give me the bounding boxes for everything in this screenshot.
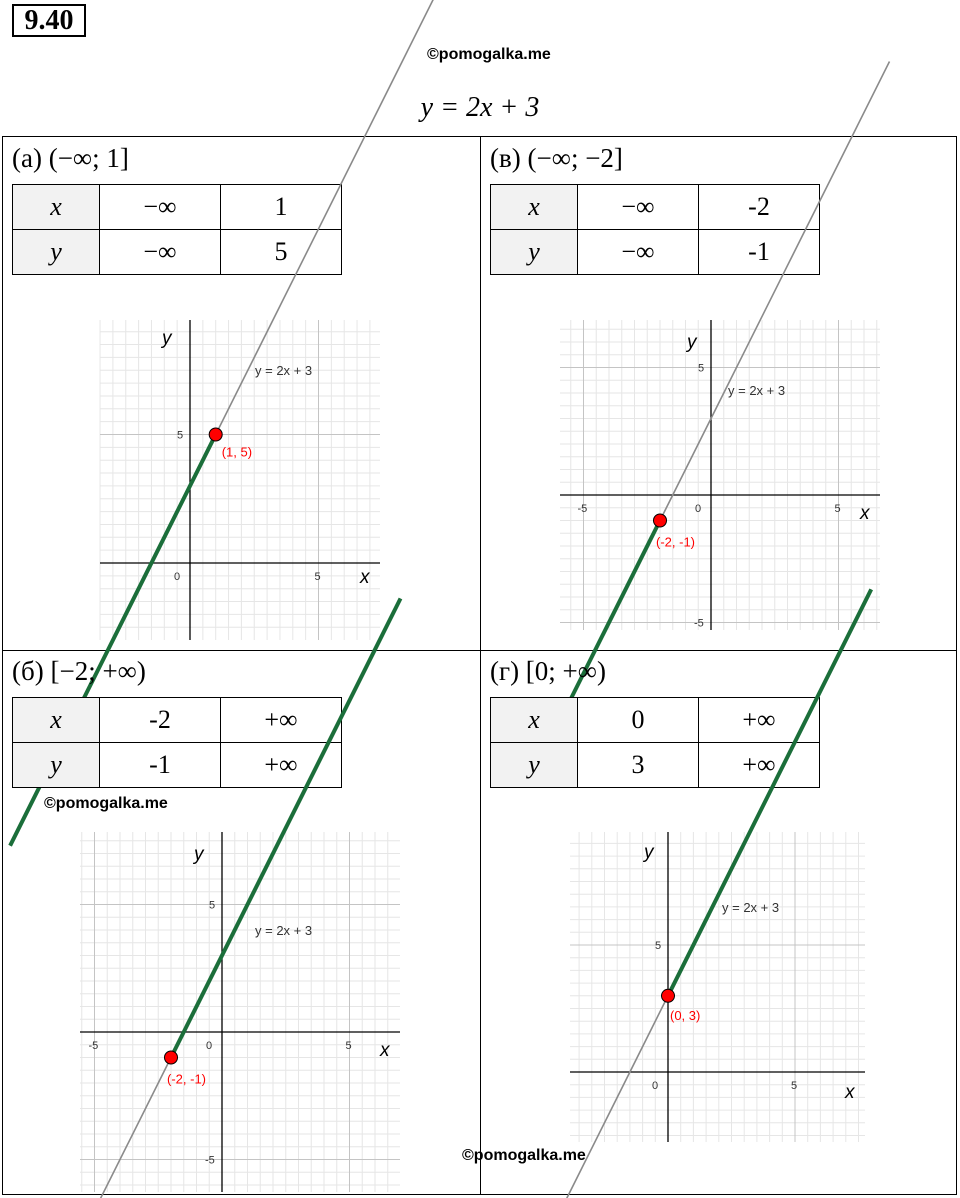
y-axis-label: y — [687, 332, 697, 353]
table-cell: −∞ — [578, 230, 699, 275]
table-cell: -2 — [100, 698, 221, 743]
x-axis-label: x — [380, 1040, 390, 1061]
table-cell: −∞ — [578, 185, 699, 230]
tick-label-y-5: 5 — [209, 899, 216, 912]
table-x-label: x — [491, 698, 578, 743]
watermark-middle: ©pomogalka.me — [44, 795, 168, 812]
panel-b-title: (б) [−2; +∞) — [12, 656, 146, 686]
tick-label-y-minus-5: -5 — [205, 1154, 215, 1167]
x-axis-label: x — [860, 503, 870, 524]
endpoint-label: (0, 3) — [670, 1007, 701, 1023]
panel-a-graph — [100, 320, 380, 640]
table-y-label: y — [491, 230, 578, 275]
panel-a-table — [12, 184, 342, 275]
table-y-label: y — [13, 743, 100, 788]
tick-label-y-5: 5 — [698, 362, 705, 375]
tick-label-origin: 0 — [206, 1040, 213, 1052]
table-cell: 3 — [578, 743, 699, 788]
table-cell: -1 — [100, 743, 221, 788]
tick-label-origin: 0 — [174, 571, 181, 583]
panel-a-title: (а) (−∞; 1] — [12, 143, 129, 173]
table-y-label: y — [13, 230, 100, 275]
function-label: y = 2x + 3 — [722, 900, 780, 915]
panel-v-title: (в) (−∞; −2] — [490, 143, 623, 173]
table-cell: +∞ — [699, 698, 820, 743]
function-label: y = 2x + 3 — [255, 923, 313, 938]
panel-g-table — [490, 697, 820, 788]
tick-label-x-5: 5 — [345, 1040, 352, 1052]
tick-label-y-5: 5 — [655, 940, 662, 952]
table-cell: 5 — [221, 230, 342, 275]
x-axis-label: x — [360, 567, 370, 588]
equation: y = 2x + 3 — [420, 92, 540, 123]
tick-label-x-minus-5: -5 — [577, 503, 588, 515]
panel-v-graph — [560, 320, 880, 630]
tick-label-x-5: 5 — [834, 503, 841, 515]
panel-divider-horizontal — [2, 650, 957, 651]
table-cell: +∞ — [221, 743, 342, 788]
tick-label-x-minus-5: -5 — [88, 1040, 99, 1052]
watermark-bottom: ©pomogalka.me — [462, 1147, 586, 1164]
y-axis-label: y — [194, 844, 204, 865]
endpoint-label: (1, 5) — [221, 444, 253, 460]
table-cell: −∞ — [100, 230, 221, 275]
panel-b-graph — [80, 832, 400, 1192]
panel-g-graph — [570, 832, 865, 1142]
panel-b-table — [12, 697, 342, 788]
endpoint-marker — [654, 514, 667, 527]
tick-label-x-5: 5 — [314, 571, 321, 583]
y-axis-label: y — [162, 328, 172, 349]
tick-label-y-minus-5: -5 — [694, 617, 704, 630]
watermark-top: ©pomogalka.me — [427, 46, 551, 63]
endpoint-label: (-2, -1) — [656, 534, 695, 550]
table-cell: -2 — [699, 185, 820, 230]
table-x-label: x — [13, 698, 100, 743]
endpoint-marker — [209, 428, 222, 441]
endpoint-marker — [165, 1051, 178, 1064]
table-cell: +∞ — [699, 743, 820, 788]
y-axis-label: y — [644, 842, 654, 863]
table-x-label: x — [491, 185, 578, 230]
panel-g-title: (г) [0; +∞) — [490, 656, 607, 686]
table-cell: -1 — [699, 230, 820, 275]
panel-divider-vertical — [480, 136, 481, 1195]
table-y-label: y — [491, 743, 578, 788]
endpoint-label: (-2, -1) — [167, 1071, 206, 1087]
function-label: y = 2x + 3 — [255, 363, 313, 378]
panel-v-table — [490, 184, 820, 275]
function-label: y = 2x + 3 — [728, 383, 786, 398]
tick-label-origin: 0 — [695, 503, 702, 515]
table-x-label: x — [13, 185, 100, 230]
problem-number: 9.40 — [12, 4, 86, 37]
x-axis-label: x — [845, 1082, 855, 1103]
tick-label-origin: 0 — [652, 1080, 659, 1092]
table-cell: −∞ — [100, 185, 221, 230]
endpoint-marker — [662, 989, 675, 1002]
table-cell: +∞ — [221, 698, 342, 743]
table-cell: 0 — [578, 698, 699, 743]
tick-label-x-5: 5 — [791, 1080, 798, 1092]
table-cell: 1 — [221, 185, 342, 230]
tick-label-y-5: 5 — [177, 429, 184, 442]
